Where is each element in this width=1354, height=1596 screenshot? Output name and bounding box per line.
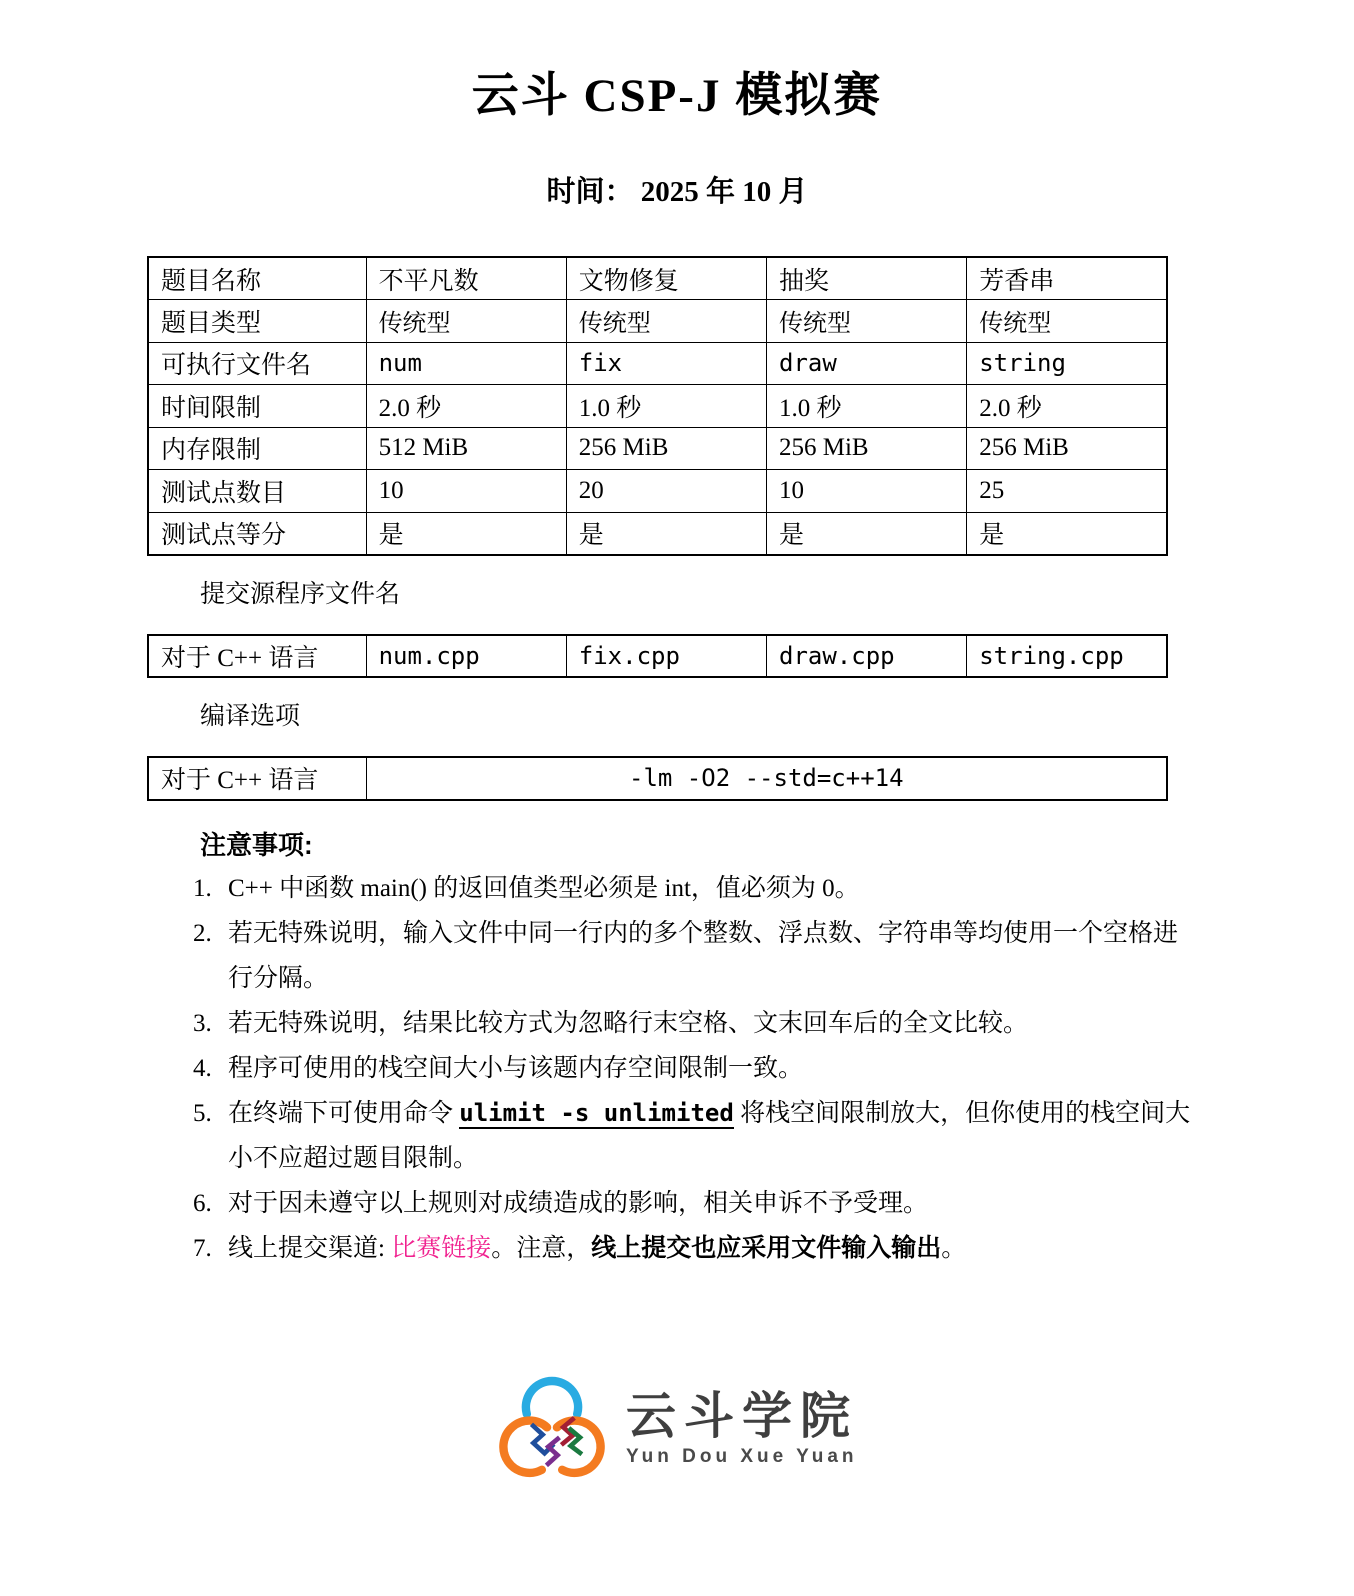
source-filename-cell: draw.cpp — [767, 635, 967, 678]
table-cell: 1.0 秒 — [566, 385, 766, 428]
compile-options-table — [147, 756, 1168, 801]
table-cell: 芳香串 — [967, 257, 1167, 300]
note-item — [193, 1046, 1193, 1091]
table-cell: 传统型 — [967, 300, 1167, 343]
row-label: 题目名称 — [148, 257, 366, 300]
brand-text-block — [626, 1389, 858, 1468]
note-number: 3. — [193, 1009, 212, 1037]
table-row — [148, 427, 1167, 470]
table-row — [148, 385, 1167, 428]
table-cell: 512 MiB — [366, 427, 566, 470]
table-cell: 文物修复 — [566, 257, 766, 300]
compile-flags-value: -lm -O2 --std=c++14 — [366, 757, 1167, 800]
note-number: 1. — [193, 874, 212, 902]
note-text — [228, 911, 1193, 1001]
table-cell: 是 — [967, 512, 1167, 555]
table-cell: 2.0 秒 — [366, 385, 566, 428]
source-filename-heading: 提交源程序文件名 — [200, 580, 401, 608]
zigzag-green — [569, 1428, 582, 1454]
note-text — [228, 866, 1193, 911]
note-number: 4. — [193, 1054, 212, 1082]
table-cell: 2.0 秒 — [967, 385, 1167, 428]
table-cell: num — [366, 342, 566, 385]
table-cell: 10 — [767, 470, 967, 513]
note-number: 5. — [193, 1099, 212, 1127]
table-cell: 抽奖 — [767, 257, 967, 300]
note-segment: C++ 中函数 main() 的返回值类型必须是 int，值必须为 0。 — [228, 874, 860, 902]
note-segment: 将栈空间限制放大，但你使用的栈空间大小不应超过题目限制。 — [228, 1099, 1191, 1172]
source-filename-cell: string.cpp — [967, 635, 1167, 678]
date-value: 2025 年 10 月 — [640, 176, 808, 208]
note-segment: 在终端下可使用命令 — [228, 1099, 460, 1127]
note-segment: 若无特殊说明，结果比较方式为忽略行末空格、文末回车后的全文比较。 — [228, 1009, 1029, 1037]
compile-options-heading: 编译选项 — [200, 703, 301, 730]
note-item — [193, 1091, 1193, 1181]
note-number: 7. — [193, 1234, 212, 1262]
source-filename-cell: fix.cpp — [566, 635, 766, 678]
table-cell: 不平凡数 — [366, 257, 566, 300]
table-cell: 传统型 — [767, 300, 967, 343]
page-title: 云斗 CSP-J 模拟赛 — [471, 70, 883, 122]
yundou-cloud-logo-icon — [496, 1367, 608, 1491]
notes-heading: 注意事项: — [200, 829, 313, 860]
note-segment: 程序可使用的栈空间大小与该题内存空间限制一致。 — [228, 1054, 804, 1082]
table-row — [148, 512, 1167, 555]
problem-info-table — [147, 256, 1168, 556]
brand-footer — [0, 1367, 1354, 1491]
note-item — [193, 1001, 1193, 1046]
table-row — [148, 257, 1167, 300]
table-cell: draw — [767, 342, 967, 385]
brand-name-cn: 云斗学院 — [626, 1388, 858, 1444]
notes-list — [193, 866, 1193, 1271]
row-label: 测试点等分 — [148, 512, 366, 555]
table-row — [148, 757, 1167, 800]
table-row — [148, 342, 1167, 385]
note-text — [228, 1046, 1193, 1091]
note-item — [193, 866, 1193, 911]
row-label: 时间限制 — [148, 385, 366, 428]
table-cell: 256 MiB — [967, 427, 1167, 470]
note-item — [193, 1181, 1193, 1226]
source-filename-table — [147, 634, 1168, 679]
contest-link[interactable]: 比赛链接 — [391, 1234, 492, 1262]
table-row — [148, 635, 1167, 678]
note-text — [228, 1001, 1193, 1046]
note-item — [193, 1226, 1193, 1271]
note-segment: 对于因未遵守以上规则对成绩造成的影响，相关申诉不予受理。 — [228, 1189, 929, 1217]
table-cell: 25 — [967, 470, 1167, 513]
note-text — [228, 1181, 1193, 1226]
note-item — [193, 911, 1193, 1001]
inline-code: ulimit -s unlimited — [459, 1098, 734, 1127]
table-cell: 是 — [767, 512, 967, 555]
note-text — [228, 1091, 1193, 1181]
table-cell: 1.0 秒 — [767, 385, 967, 428]
table-row — [148, 470, 1167, 513]
note-segment: 线上提交也应采用文件输入输出 — [591, 1233, 942, 1262]
table-cell: 是 — [366, 512, 566, 555]
note-text — [228, 1226, 1193, 1271]
note-segment: 若无特殊说明，输入文件中同一行内的多个整数、浮点数、字符串等均使用一个空格进行分隔。 — [228, 919, 1179, 992]
row-label: 可执行文件名 — [148, 342, 366, 385]
note-segment: 线上提交渠道: — [228, 1234, 392, 1262]
table-cell: 256 MiB — [566, 427, 766, 470]
table-cell: 传统型 — [366, 300, 566, 343]
table-cell: 10 — [366, 470, 566, 513]
row-label: 内存限制 — [148, 427, 366, 470]
content-column — [147, 256, 1191, 1271]
date-label: 时间： — [546, 176, 634, 208]
note-number: 2. — [193, 919, 212, 947]
table-cell: string — [967, 342, 1167, 385]
contest-date — [0, 169, 1354, 210]
table-cell: 是 — [566, 512, 766, 555]
row-label: 测试点数目 — [148, 470, 366, 513]
source-row-label: 对于 C++ 语言 — [148, 635, 366, 678]
compile-row-label: 对于 C++ 语言 — [148, 757, 366, 800]
note-segment: 。 — [941, 1234, 967, 1262]
table-cell: 256 MiB — [767, 427, 967, 470]
note-segment: 。注意， — [491, 1234, 592, 1262]
note-number: 6. — [193, 1189, 212, 1217]
table-row — [148, 300, 1167, 343]
source-filename-cell: num.cpp — [366, 635, 566, 678]
table-cell: 传统型 — [566, 300, 766, 343]
table-cell: 20 — [566, 470, 766, 513]
table-cell: fix — [566, 342, 766, 385]
row-label: 题目类型 — [148, 300, 366, 343]
brand-name-en: Yun Dou Xue Yuan — [626, 1446, 858, 1467]
cloud-arc-top — [526, 1381, 578, 1414]
